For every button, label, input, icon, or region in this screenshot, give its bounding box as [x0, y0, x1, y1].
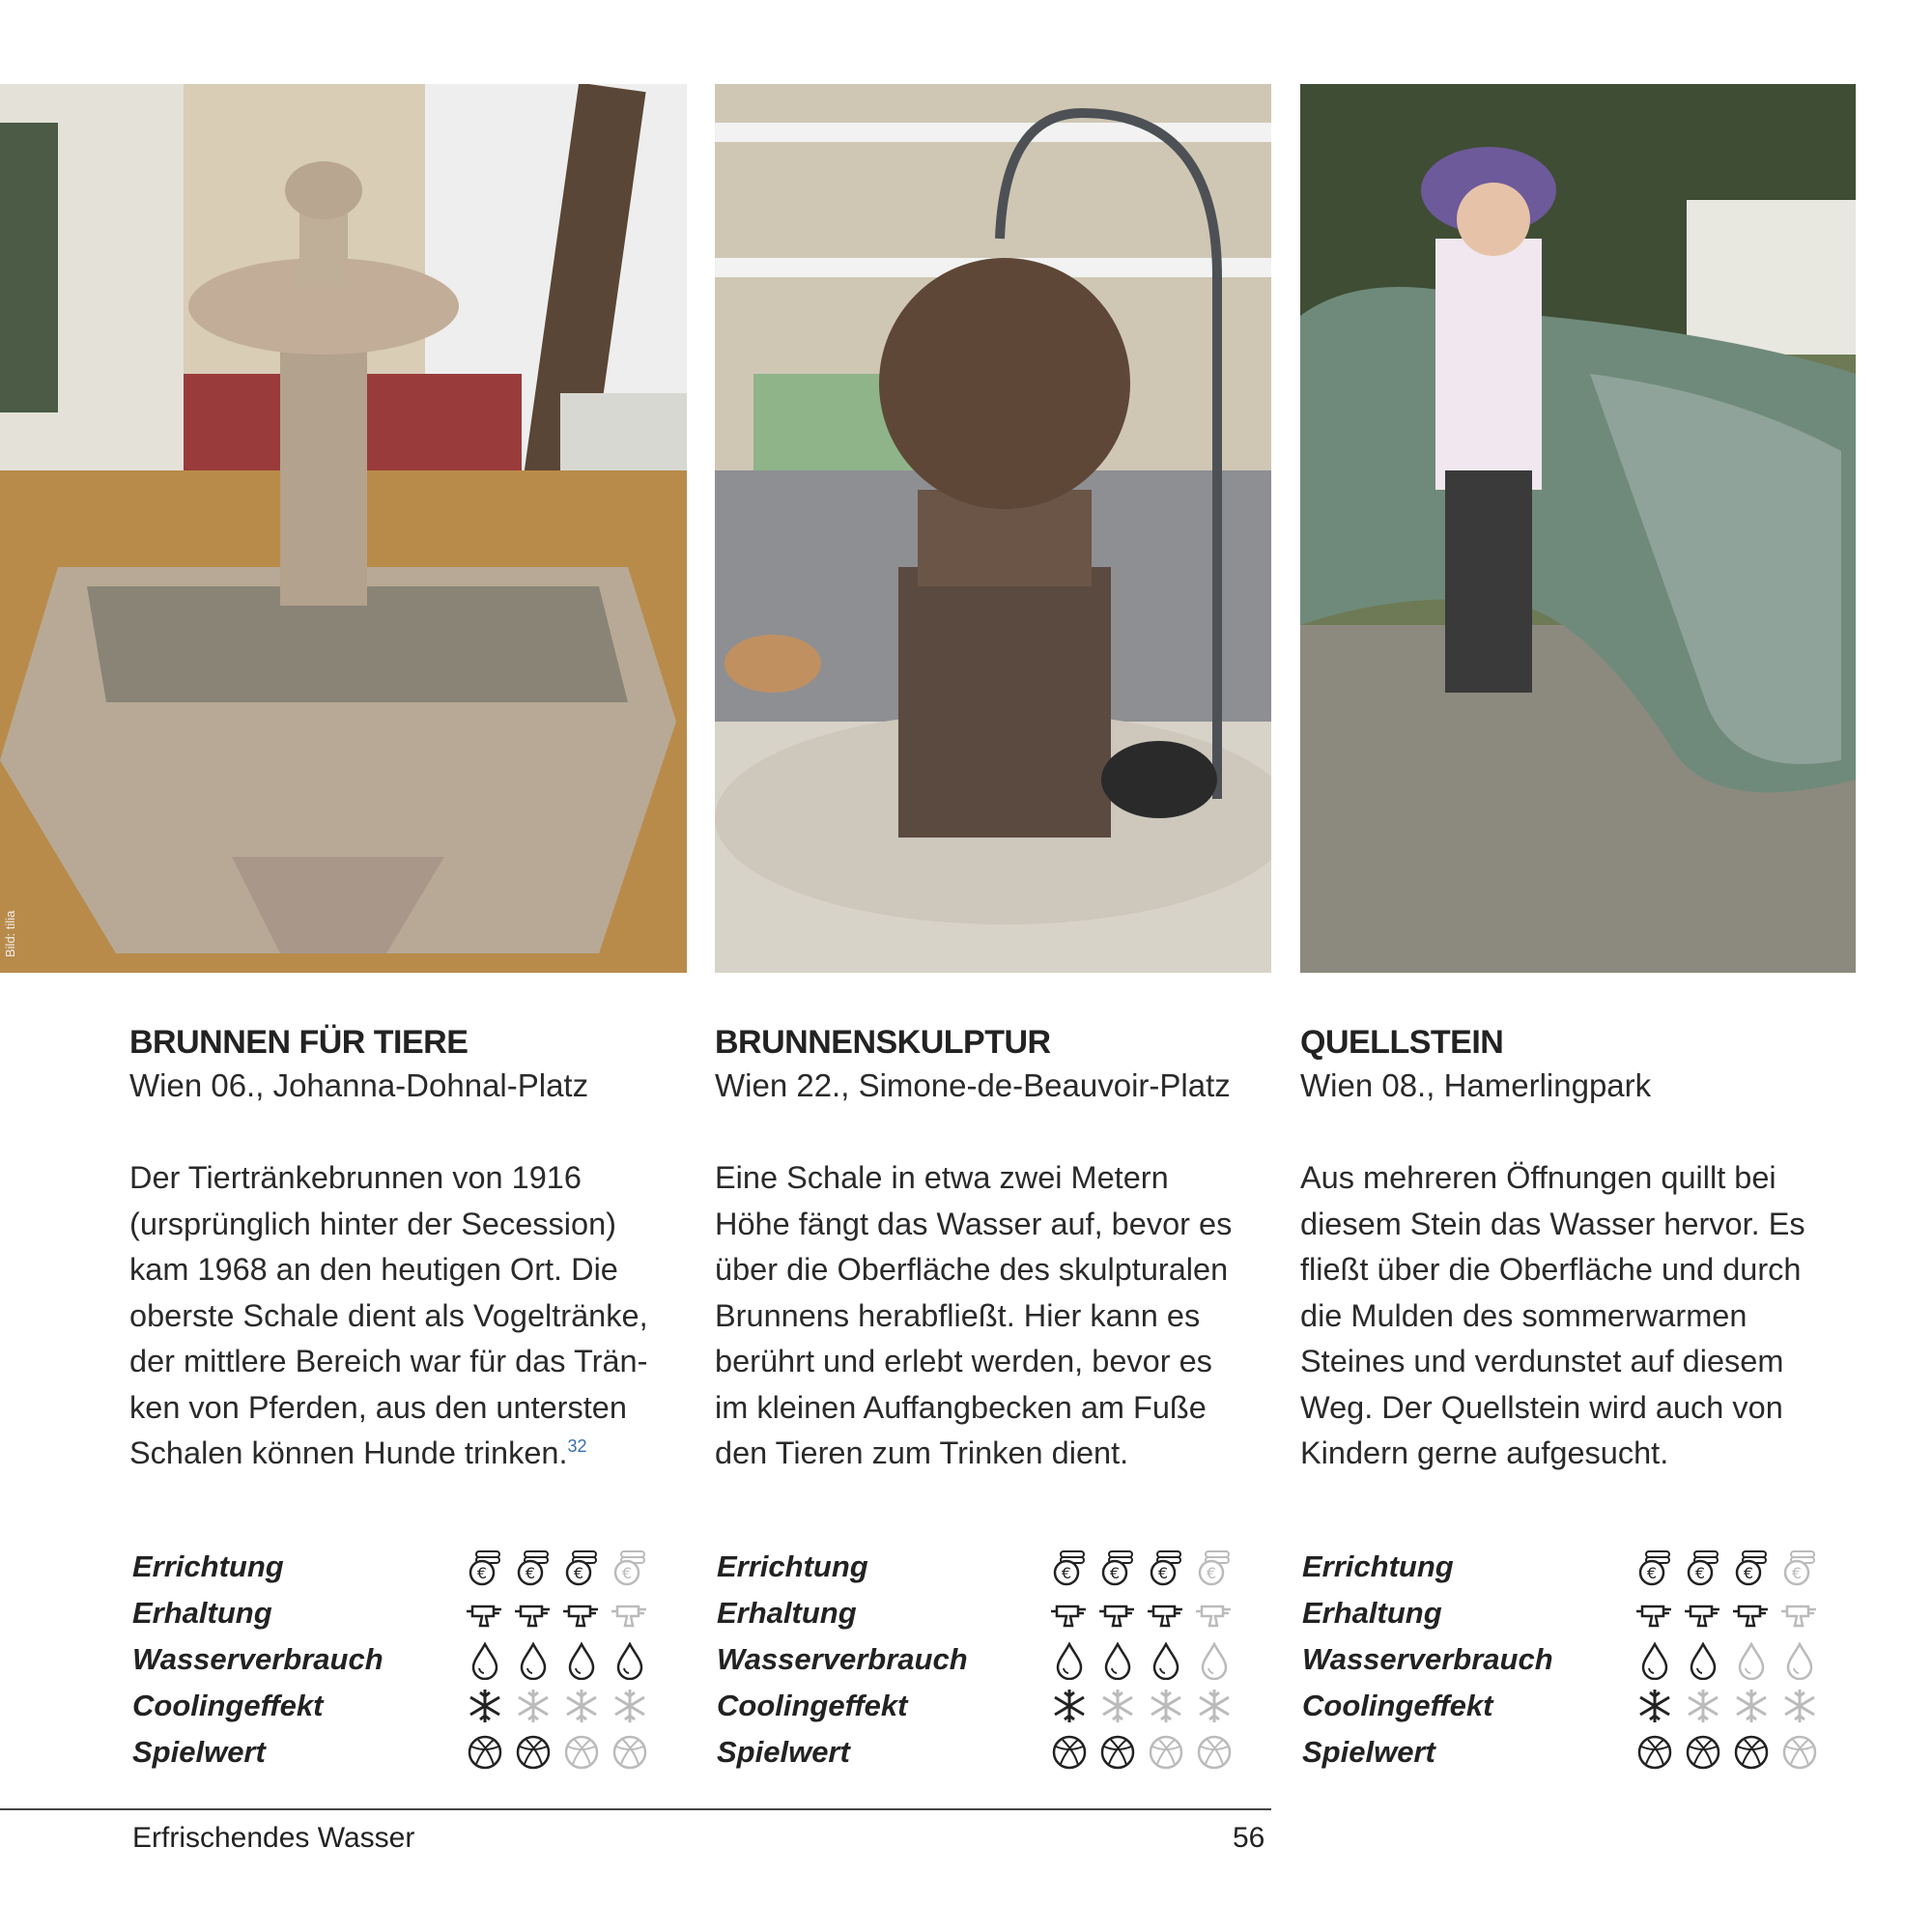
ball-icon	[561, 1732, 602, 1773]
rating-icons	[1634, 1547, 1820, 1587]
euro-coins-icon	[465, 1547, 505, 1587]
rating-icons	[1634, 1639, 1820, 1680]
drill-icon	[1683, 1593, 1723, 1634]
photo-quellstein	[1300, 84, 1856, 973]
svg-text:€: €	[1157, 1564, 1169, 1582]
snowflake-icon	[1779, 1686, 1820, 1726]
drill-icon	[561, 1593, 602, 1634]
water-drop-icon	[465, 1639, 505, 1680]
description-line: diesem Stein das Wasser hervor. Es	[1300, 1206, 1805, 1241]
rating-row-errichtung	[132, 1544, 673, 1590]
column-brunnenskulptur	[715, 1022, 1256, 1477]
drill-icon	[1731, 1593, 1772, 1634]
rating-row-wasserverbrauch	[1302, 1636, 1843, 1683]
water-drop-icon	[1731, 1639, 1772, 1680]
description-line: Eine Schale in etwa zwei Metern	[715, 1160, 1169, 1195]
rating-row-spielwert	[717, 1729, 1258, 1776]
water-drop-icon	[1683, 1639, 1723, 1680]
description-line: fließt über die Oberfläche und durch	[1300, 1252, 1802, 1287]
drill-icon	[610, 1593, 650, 1634]
description-line: kam 1968 an den heutigen Ort. Die	[129, 1252, 618, 1287]
description-line: ken von Pferden, aus den untersten	[129, 1389, 627, 1425]
snowflake-icon	[610, 1686, 650, 1726]
euro-coins-icon	[1779, 1547, 1820, 1587]
rating-label: Erhaltung	[132, 1596, 272, 1630]
euro-coins-icon	[1097, 1547, 1138, 1587]
svg-text:€: €	[1791, 1564, 1803, 1582]
ball-icon	[1146, 1732, 1186, 1773]
euro-coins-icon	[513, 1547, 554, 1587]
description-line: Der Tiertränkebrunnen von 1916	[129, 1160, 582, 1195]
rating-row-erhaltung	[132, 1590, 673, 1636]
rating-row-erhaltung	[1302, 1590, 1843, 1636]
description-line: Aus mehreren Öffnungen quillt bei	[1300, 1160, 1776, 1195]
rating-label: Erhaltung	[717, 1596, 857, 1630]
rating-row-errichtung	[1302, 1544, 1843, 1590]
entry-description	[1300, 1155, 1841, 1477]
rating-icons	[1049, 1639, 1235, 1680]
rating-icons	[1049, 1593, 1235, 1634]
rating-icons	[465, 1547, 650, 1587]
water-drop-icon	[1779, 1639, 1820, 1680]
page-number: 56	[1233, 1822, 1265, 1854]
rating-icons	[465, 1686, 650, 1726]
euro-coins-icon	[610, 1547, 650, 1587]
description-line: Weg. Der Quellstein wird auch von	[1300, 1389, 1783, 1425]
rating-icons	[1634, 1593, 1820, 1634]
water-drop-icon	[1049, 1639, 1090, 1680]
rating-icons	[1049, 1732, 1235, 1773]
rating-row-errichtung	[717, 1544, 1258, 1590]
entry-title: QUELLSTEIN	[1300, 1024, 1504, 1061]
snowflake-icon	[1049, 1686, 1090, 1726]
description-line: oberste Schale dient als Vogeltränke,	[129, 1297, 648, 1333]
description-line-last	[129, 1431, 670, 1477]
euro-coins-icon	[561, 1547, 602, 1587]
rating-label: Wasserverbrauch	[1302, 1642, 1553, 1676]
description-line: Steines und verdunstet auf diesem	[1300, 1344, 1784, 1378]
photo-credit: Bild: tilia	[3, 910, 17, 957]
svg-text:€: €	[621, 1564, 633, 1582]
rating-row-erhaltung	[717, 1590, 1258, 1636]
description-line: im kleinen Auffangbecken am Fuße	[715, 1389, 1207, 1425]
rating-label: Wasserverbrauch	[132, 1642, 384, 1676]
snowflake-icon	[1731, 1686, 1772, 1726]
svg-text:€: €	[525, 1564, 536, 1582]
rating-label: Errichtung	[1302, 1549, 1454, 1583]
description-line: die Mulden des sommerwarmen	[1300, 1297, 1747, 1333]
rating-label: Spielwert	[1302, 1735, 1435, 1769]
snowflake-icon	[1097, 1686, 1138, 1726]
water-drop-icon	[1194, 1639, 1235, 1680]
footer-divider	[0, 1808, 1271, 1810]
water-drop-icon	[1097, 1639, 1138, 1680]
drill-icon	[1634, 1593, 1675, 1634]
rating-label: Spielwert	[132, 1735, 266, 1769]
description-line: Höhe fängt das Wasser auf, bevor es	[715, 1206, 1233, 1241]
svg-text:€: €	[1109, 1564, 1121, 1582]
rating-label: Coolingeffekt	[717, 1689, 908, 1722]
rating-icons	[1634, 1686, 1820, 1726]
rating-icons	[1049, 1547, 1235, 1587]
water-drop-icon	[513, 1639, 554, 1680]
ball-icon	[1731, 1732, 1772, 1773]
description-line: über die Oberfläche des skulpturalen	[715, 1252, 1229, 1287]
rating-icons	[465, 1732, 650, 1773]
rating-icons	[465, 1639, 650, 1680]
entry-title: BRUNNEN FÜR TIERE	[129, 1024, 469, 1061]
entry-location: Wien 22., Simone-de-Beauvoir-Platz	[715, 1067, 1231, 1103]
column-quellstein	[1300, 1022, 1841, 1477]
ratings-brunnen-fuer-tiere	[132, 1544, 673, 1776]
euro-coins-icon	[1049, 1547, 1090, 1587]
description-line: den Tieren zum Trinken dient.	[715, 1435, 1129, 1470]
drill-icon	[513, 1593, 554, 1634]
ball-icon	[465, 1732, 505, 1773]
drill-icon	[1049, 1593, 1090, 1634]
rating-row-coolingeffekt	[132, 1683, 673, 1729]
euro-coins-icon	[1683, 1547, 1723, 1587]
ball-icon	[1194, 1732, 1235, 1773]
rating-icons	[1634, 1732, 1820, 1773]
rating-label: Coolingeffekt	[1302, 1689, 1493, 1722]
euro-coins-icon	[1194, 1547, 1235, 1587]
rating-icons	[1049, 1686, 1235, 1726]
entry-location: Wien 08., Hamerlingpark	[1300, 1067, 1652, 1103]
ball-icon	[1049, 1732, 1090, 1773]
drill-icon	[1194, 1593, 1235, 1634]
rating-label: Coolingeffekt	[132, 1689, 324, 1722]
ball-icon	[1683, 1732, 1723, 1773]
rating-label: Errichtung	[717, 1549, 868, 1583]
column-brunnen-fuer-tiere	[129, 1022, 670, 1477]
rating-row-coolingeffekt	[717, 1683, 1258, 1729]
photo-brunnen-fuer-tiere	[0, 84, 687, 973]
entry-description	[129, 1155, 670, 1477]
svg-text:€: €	[1743, 1564, 1754, 1582]
entry-title: BRUNNENSKULPTUR	[715, 1024, 1051, 1061]
rating-row-wasserverbrauch	[717, 1636, 1258, 1683]
ball-icon	[1097, 1732, 1138, 1773]
ball-icon	[513, 1732, 554, 1773]
ratings-quellstein	[1302, 1544, 1843, 1776]
svg-text:€: €	[476, 1564, 488, 1582]
snowflake-icon	[561, 1686, 602, 1726]
ball-icon	[1634, 1732, 1675, 1773]
drill-icon	[1779, 1593, 1820, 1634]
snowflake-icon	[1146, 1686, 1186, 1726]
footer-section-title: Erfrischendes Wasser	[132, 1822, 415, 1854]
svg-text:€: €	[573, 1564, 584, 1582]
svg-text:€: €	[1694, 1564, 1706, 1582]
drill-icon	[465, 1593, 505, 1634]
snowflake-icon	[1634, 1686, 1675, 1726]
rating-label: Wasserverbrauch	[717, 1642, 968, 1676]
water-drop-icon	[1146, 1639, 1186, 1680]
rating-row-spielwert	[1302, 1729, 1843, 1776]
entry-description	[715, 1155, 1256, 1477]
drill-icon	[1146, 1593, 1186, 1634]
description-line: berührt und erlebt werden, bevor es	[715, 1344, 1212, 1378]
description-line: der mittlere Bereich war für das Trän-	[129, 1344, 648, 1378]
euro-coins-icon	[1146, 1547, 1186, 1587]
description-line: (ursprünglich hinter der Secession)	[129, 1206, 616, 1241]
footnote-link[interactable]: 32	[567, 1436, 587, 1457]
snowflake-icon	[465, 1686, 505, 1726]
euro-coins-icon	[1634, 1547, 1675, 1587]
ratings-brunnenskulptur	[717, 1544, 1258, 1776]
rating-label: Spielwert	[717, 1735, 850, 1769]
euro-coins-icon	[1731, 1547, 1772, 1587]
rating-row-coolingeffekt	[1302, 1683, 1843, 1729]
snowflake-icon	[1683, 1686, 1723, 1726]
snowflake-icon	[513, 1686, 554, 1726]
drill-icon	[1097, 1593, 1138, 1634]
description-line: Brunnens herabfließt. Hier kann es	[715, 1297, 1201, 1333]
rating-label: Errichtung	[132, 1549, 284, 1583]
water-drop-icon	[561, 1639, 602, 1680]
svg-text:€: €	[1206, 1564, 1217, 1582]
ball-icon	[610, 1732, 650, 1773]
photo-brunnenskulptur	[715, 84, 1271, 973]
svg-text:€: €	[1061, 1564, 1072, 1582]
water-drop-icon	[610, 1639, 650, 1680]
description-line: Kindern gerne aufgesucht.	[1300, 1435, 1669, 1470]
rating-row-spielwert	[132, 1729, 673, 1776]
water-drop-icon	[1634, 1639, 1675, 1680]
rating-row-wasserverbrauch	[132, 1636, 673, 1683]
rating-label: Erhaltung	[1302, 1596, 1442, 1630]
svg-text:€: €	[1646, 1564, 1658, 1582]
entry-location: Wien 06., Johanna-Dohnal-Platz	[129, 1067, 589, 1103]
ball-icon	[1779, 1732, 1820, 1773]
snowflake-icon	[1194, 1686, 1235, 1726]
rating-icons	[465, 1593, 650, 1634]
description-text: Schalen können Hunde trinken.	[129, 1435, 568, 1470]
